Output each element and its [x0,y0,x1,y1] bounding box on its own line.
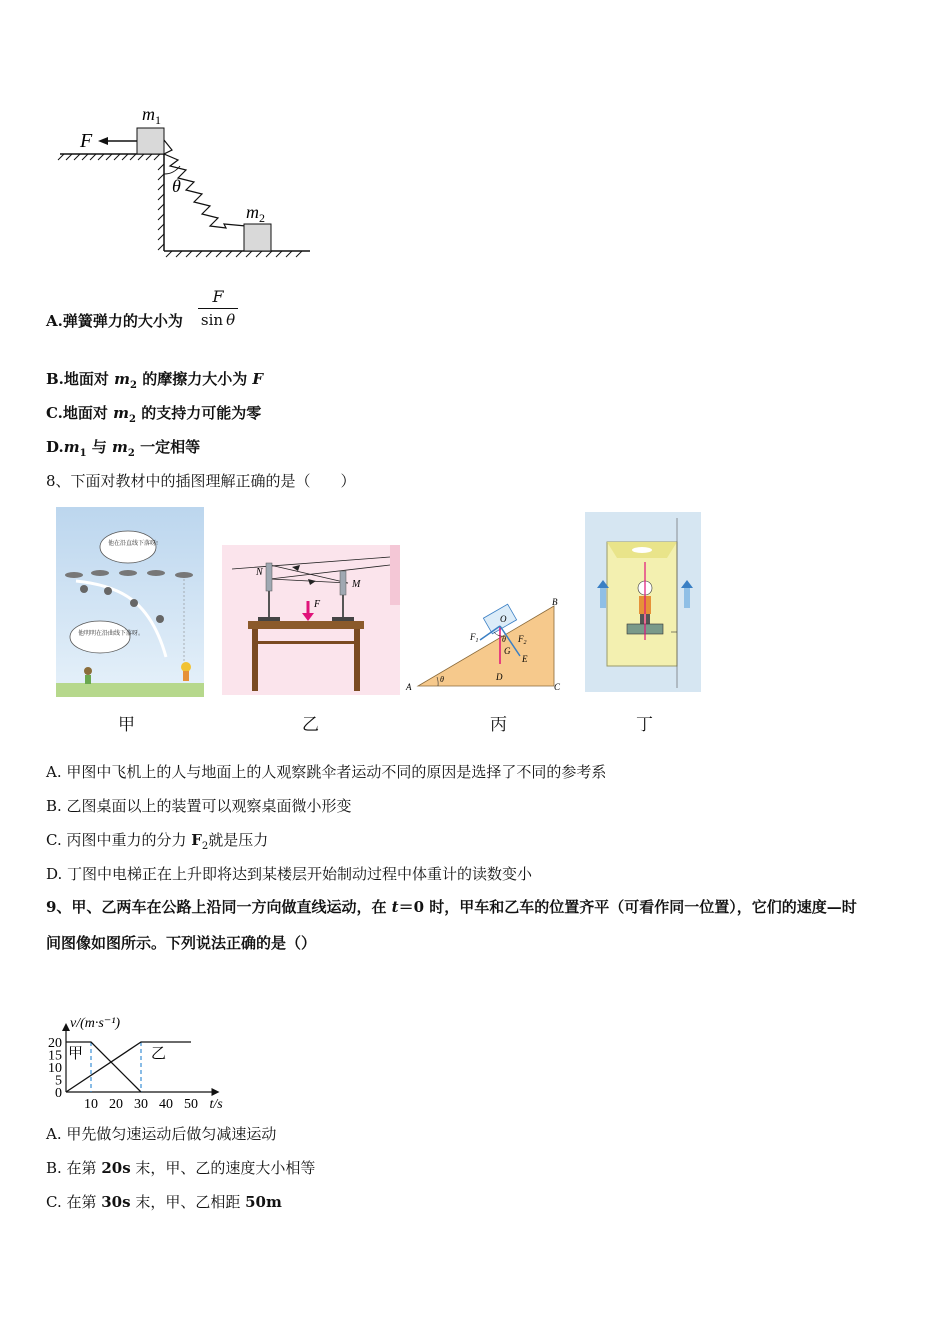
svg-text:E: E [522,654,528,664]
caption-jia: 甲 [118,715,135,735]
figure-ding-elevator [585,512,701,692]
y-tick-label: 15 [48,1048,62,1064]
figure-yi-mirror-table [222,545,400,695]
y-tick-label: 5 [55,1073,62,1089]
svg-text:M: M [352,579,361,590]
spring-block-diagram [46,98,326,268]
svg-text:B: B [552,597,558,607]
q8-option-b: B. 乙图桌面以上的装置可以观察桌面微小形变 [46,797,352,815]
svg-text:m2: $m_2$ [246,202,265,225]
figure-bing-incline [404,596,566,694]
svg-text:A: A [406,682,412,692]
svg-text:N: N [256,567,263,578]
q9-option-a: A. 甲先做匀速运动后做匀减速运动 [46,1125,277,1143]
svg-text:F2: $F_2$ [518,634,527,646]
x-tick-label: 30 [134,1097,148,1112]
q8-stem: 8、下面对教材中的插图理解正确的是（ ） [46,472,356,490]
q9-option-b: B. 在第 20s 末，甲、乙的速度大小相等 [46,1159,316,1177]
y-tick-label: 0 [55,1086,62,1101]
y-tick-label: 20 [48,1036,62,1051]
q7-option-a: A.弹簧弹力的大小为 [46,312,183,330]
svg-text:C: C [554,682,561,692]
series-label-jia: 甲 [68,1046,84,1062]
x-tick-label: 20 [109,1097,123,1112]
block-m1 [137,128,164,154]
caption-bing: 丙 [490,715,507,735]
y-axis-label: v/(m·s⁻¹) [70,1016,121,1031]
q9-option-c: C. 在第 30s 末，甲、乙相距 50m [46,1193,282,1211]
block-m2 [244,224,271,251]
q8-option-a: A. 甲图中飞机上的人与地面上的人观察跳伞者运动不同的原因是选择了不同的参考系 [46,763,607,781]
svg-text:m1: $m_1$ [142,104,161,127]
series-line-1 [66,1042,191,1092]
velocity-time-chart [40,962,240,1122]
x-tick-label: 40 [159,1097,173,1112]
y-tick-label: 10 [48,1061,62,1076]
q7-option-d: $D.m_1$ 与 $m_2$ 一定相等 [46,438,201,459]
q7-option-b: B.地面对 $m_2$ 的摩擦力大小为 F [46,370,264,391]
y-axis-arrow [62,1023,70,1031]
x-tick-label: 50 [184,1097,198,1112]
q8-option-c: C. 丙图中重力的分力 $F_2$就是压力 [46,831,269,852]
caption-ding: 丁 [636,715,653,735]
q9-stem-line2: 间图像如图所示。下列说法正确的是（） [46,934,317,952]
label-theta: θ [172,176,181,196]
svg-text:F: F [314,599,321,610]
label-F: F [80,130,93,152]
x-axis-label: t/s [209,1097,223,1112]
caption-yi: 乙 [302,715,319,735]
q9-stem-line1: 9、甲、乙两车在公路上沿同一方向做直线运动，在 t＝0 时，甲车和乙车的位置齐平（可看作同一位置），它们的速度—时 [46,898,857,916]
svg-text:θ: θ [502,635,506,644]
q8-option-d: D. 丁图中电梯正在上升即将达到某楼层开始制动过程中体重计的读数变小 [46,865,533,883]
svg-text:θ: θ [440,675,444,684]
q7-option-c: C.地面对 $m_2$ 的支持力可能为零 [46,404,262,425]
x-axis-arrow [212,1088,220,1096]
svg-text:D: D [496,672,503,682]
svg-text:他在沿直线下落呀!: 他在沿直线下落呀! [108,541,158,547]
svg-text:F1: $F_1$ [470,632,479,644]
series-label-yi: 乙 [151,1046,167,1062]
figure-jia-parachute [56,507,204,697]
x-tick-label: 10 [84,1097,98,1112]
svg-text:他明明在沿曲线下落呀。: 他明明在沿曲线下落呀。 [78,631,145,637]
svg-text:O: O [500,614,507,624]
svg-text:G: G [504,646,511,656]
q7-option-a-fraction: F sin θ [198,287,238,329]
